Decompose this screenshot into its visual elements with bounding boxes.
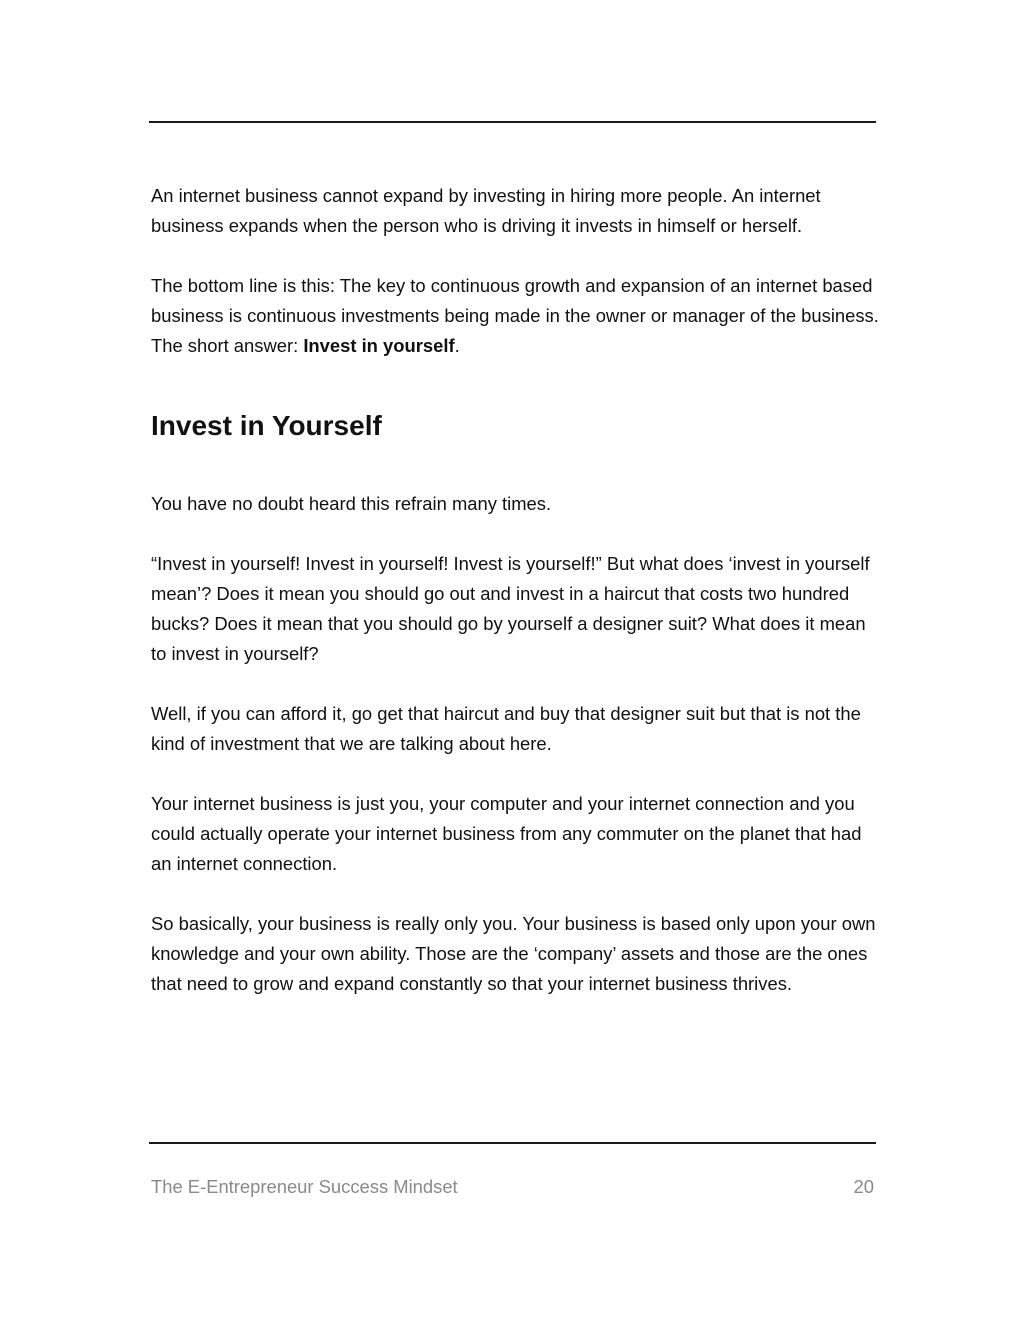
page-body xyxy=(151,181,881,999)
paragraph-invest-quote: “Invest in yourself! Invest in yourself! Invest is yourself!” But what does ‘invest in yourself mean’? Does it mean you should go out and invest in a haircut that costs two hundred bucks? Does it mean that you should go by yourself a designer suit? What does it mean to invest in yourself? xyxy=(151,553,870,664)
header-rule xyxy=(149,121,876,123)
section-heading: Invest in Yourself xyxy=(151,410,382,441)
footer-page-number: 20 xyxy=(853,1176,874,1197)
bottom-line-emphasis: Invest in yourself xyxy=(303,335,455,356)
footer-book-title: The E-Entrepreneur Success Mindset xyxy=(151,1176,458,1197)
paragraph-refrain: You have no doubt heard this refrain many times. xyxy=(151,493,552,514)
paragraph-company-assets: So basically, your business is really only you. Your business is based only upon your own knowledge and your own ability. Those are the ‘company’ assets and those are the ones that need to grow and expand constantly so that your internet business thrives. xyxy=(151,913,876,994)
paragraph-bottom-line xyxy=(151,271,881,361)
bottom-line-end: . xyxy=(454,335,460,356)
paragraph-intro: An internet business cannot expand by investing in hiring more people. An internet business expands when the person who is driving it invests in himself or herself. xyxy=(151,185,821,236)
paragraph-haircut: Well, if you can afford it, go get that haircut and buy that designer suit but that is not the kind of investment that we are talking about here. xyxy=(151,703,861,754)
footer-rule xyxy=(149,1142,876,1144)
paragraph-just-you: Your internet business is just you, your computer and your internet connection and you could actually operate your internet business from any commuter on the planet that had an internet connection. xyxy=(151,793,862,874)
bottom-line-text: The bottom line is this: The key to continuous growth and expansion of an internet based business is continuous investments being made in the owner or manager of the business. The short answer: xyxy=(151,275,879,356)
